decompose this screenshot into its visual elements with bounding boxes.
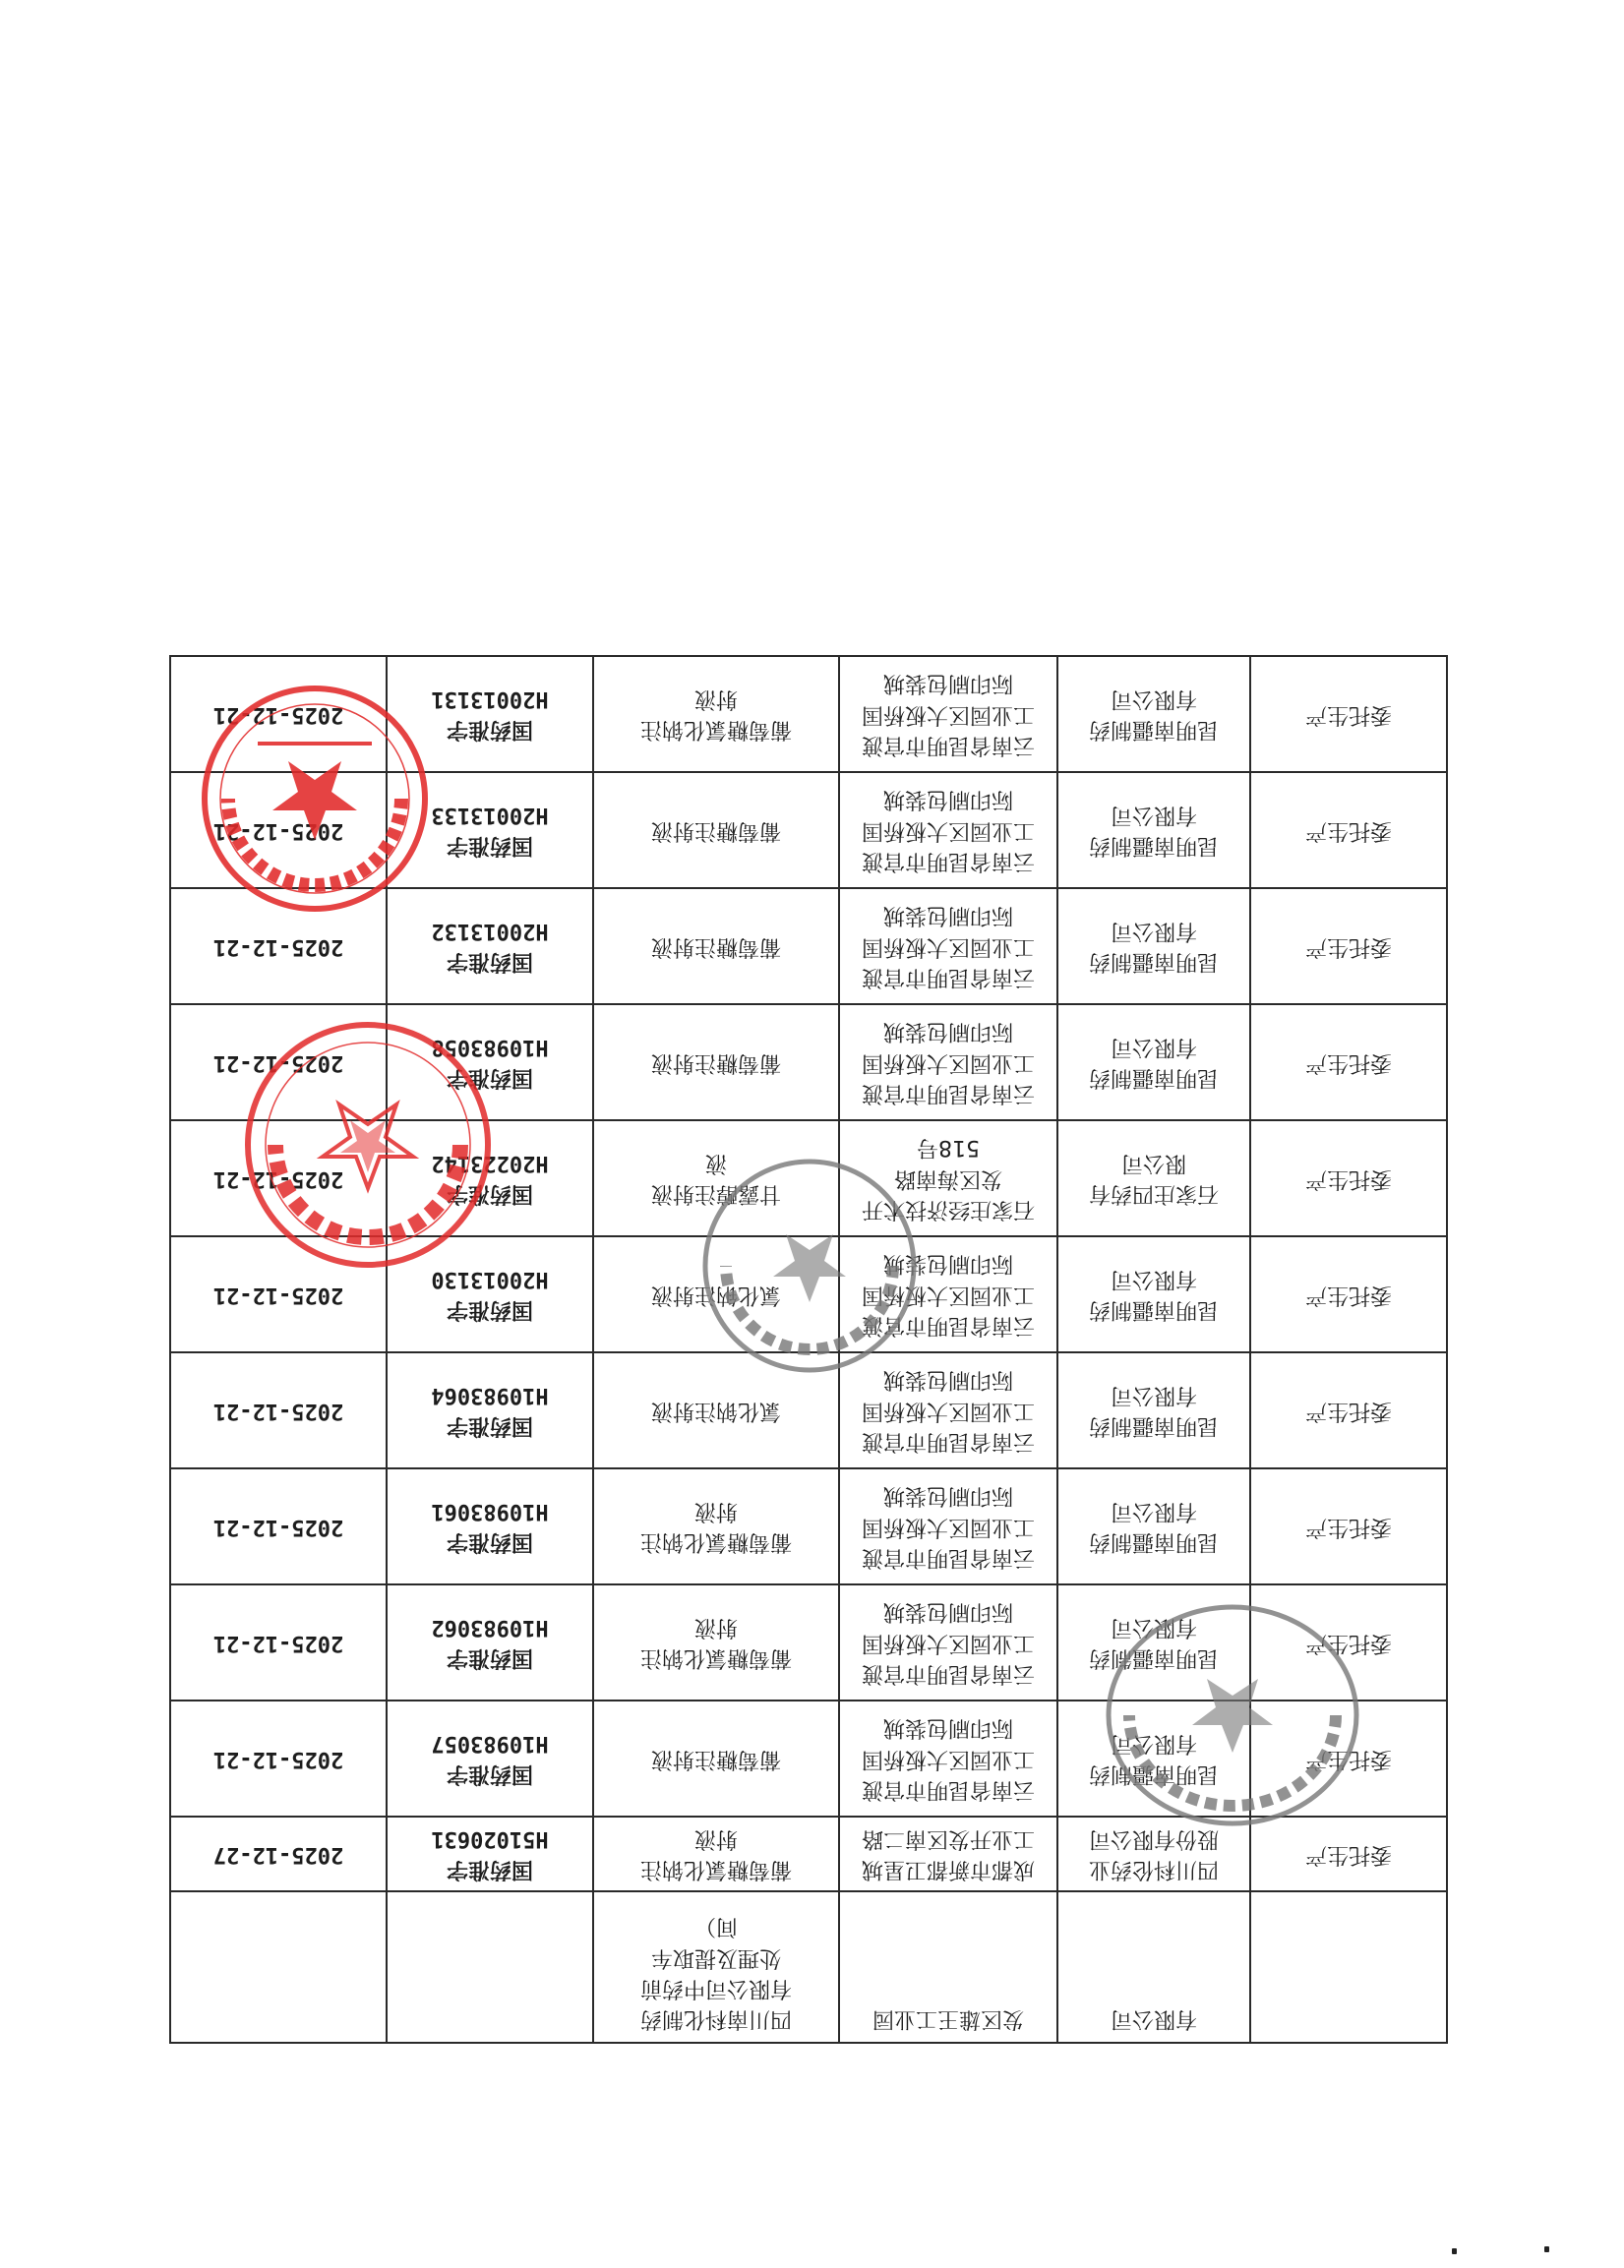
entrusting-cell: 委托生产	[1250, 1004, 1447, 1120]
entrusting-cell: 委托生产	[1250, 1584, 1447, 1701]
expiry-date-cell: 2025-12-27	[170, 1817, 387, 1891]
drug-name-cell: 氯化钠注射液	[593, 1236, 839, 1352]
drug-name-cell: 葡萄糖氯化钠注 射液	[593, 656, 839, 772]
company-seal-gray-2	[1100, 1597, 1365, 1833]
entrusting-cell: 委托生产	[1250, 1120, 1447, 1236]
expiry-date-cell: 2025-12-21	[170, 656, 387, 772]
drug-name-cell: 葡萄糖注射液	[593, 1701, 839, 1817]
expiry-date-cell: 2025-12-21	[170, 1004, 387, 1120]
table-row	[170, 1891, 1447, 2043]
entrusting-cell: 委托生产	[1250, 1701, 1447, 1817]
approval-number-cell: 国药准字 H20013131	[387, 656, 593, 772]
approval-number-cell: 国药准字 H20013133	[387, 772, 593, 888]
address-cell: 发区雄王工业园	[839, 1891, 1057, 2043]
address-cell: 云南省昆明市官渡 工业园区大板桥国 际印刷包装城	[839, 1236, 1057, 1352]
expiry-date-cell: 2025-12-21	[170, 888, 387, 1004]
entrusting-cell: 委托生产	[1250, 1352, 1447, 1468]
drug-name-cell: 葡萄糖氯化钠注 射液	[593, 1584, 839, 1701]
drug-name-cell: 葡萄糖注射液	[593, 772, 839, 888]
drug-name-cell: 葡萄糖注射液	[593, 1004, 839, 1120]
manufacturer-cell: 昆明南疆制药 有限公司	[1057, 1468, 1250, 1584]
company-seal-gray-1	[696, 1153, 923, 1379]
expiry-date-cell: 2025-12-21	[170, 1701, 387, 1817]
drug-name-cell: 葡萄糖氯化钠注 射液	[593, 1468, 839, 1584]
address-cell: 云南省昆明市官渡 工业园区大板桥国 际印刷包装城	[839, 1352, 1057, 1468]
approval-number-cell	[387, 1891, 593, 2043]
expiry-date-cell: 2025-12-21	[170, 1584, 387, 1701]
expiry-date-cell: 2025-12-21	[170, 772, 387, 888]
approval-number-cell: 国药准字 H20013132	[387, 888, 593, 1004]
manufacturer-cell: 昆明南疆制药 有限公司	[1057, 1236, 1250, 1352]
manufacturer-cell: 昆明南疆制药 有限公司	[1057, 1004, 1250, 1120]
table-row	[170, 1468, 1447, 1584]
address-cell: 成都市新都卫星城 工业开发区南二路	[839, 1817, 1057, 1891]
expiry-date-cell: 2025-12-21	[170, 1236, 387, 1352]
approval-number-cell: 国药准字 H20013130	[387, 1236, 593, 1352]
address-cell: 云南省昆明市官渡 工业园区大板桥国 际印刷包装城	[839, 888, 1057, 1004]
address-cell: 石家庄经济技术开 发区海南路 518号	[839, 1120, 1057, 1236]
approval-number-cell: 国药准字 H10983064	[387, 1352, 593, 1468]
approval-number-cell: 国药准字 H10983058	[387, 1004, 593, 1120]
manufacturer-cell: 昆明南疆制药 有限公司	[1057, 888, 1250, 1004]
drug-name-cell: 葡萄糖氯化钠注 射液	[593, 1817, 839, 1891]
entrusting-cell: 委托生产	[1250, 888, 1447, 1004]
approval-number-cell: 国药准字 H10983057	[387, 1701, 593, 1817]
drug-name-cell: 氯化钠注射液	[593, 1352, 839, 1468]
approval-number-cell: 国药准字 H10983062	[387, 1584, 593, 1701]
manufacturer-cell: 有限公司	[1057, 1891, 1250, 2043]
manufacturer-cell: 石家庄四药有 限公司	[1057, 1120, 1250, 1236]
manufacturer-cell: 昆明南疆制药 有限公司	[1057, 1584, 1250, 1701]
scan-speck	[1544, 2246, 1549, 2252]
expiry-date-cell: 2025-12-21	[170, 1120, 387, 1236]
entrusting-cell: 委托生产	[1250, 772, 1447, 888]
manufacturer-cell: 昆明南疆制药 有限公司	[1057, 1701, 1250, 1817]
entrusting-cell: 委托生产	[1250, 1817, 1447, 1891]
manufacturer-cell: 昆明南疆制药 有限公司	[1057, 772, 1250, 888]
address-cell: 云南省昆明市官渡 工业园区大板桥国 际印刷包装城	[839, 772, 1057, 888]
drug-name-cell: 甘露醇注射液 液	[593, 1120, 839, 1236]
scan-speck	[1452, 2248, 1457, 2254]
manufacturer-cell: 昆明南疆制药 有限公司	[1057, 1352, 1250, 1468]
address-cell: 云南省昆明市官渡 工业园区大板桥国 际印刷包装城	[839, 1584, 1057, 1701]
company-seal-red-2	[240, 1017, 496, 1273]
address-cell: 云南省昆明市官渡 工业园区大板桥国 际印刷包装城	[839, 656, 1057, 772]
entrusting-cell: 委托生产	[1250, 1468, 1447, 1584]
entrusting-cell: 委托生产	[1250, 656, 1447, 772]
approval-number-cell: 国药准字 H51020631	[387, 1817, 593, 1891]
address-cell: 云南省昆明市官渡 工业园区大板桥国 际印刷包装城	[839, 1701, 1057, 1817]
approval-number-cell: 国药准字 H10983061	[387, 1468, 593, 1584]
expiry-date-cell: 2025-12-21	[170, 1352, 387, 1468]
company-seal-red-1	[197, 681, 433, 917]
manufacturer-cell: 四川科伦药业 股份有限公司	[1057, 1817, 1250, 1891]
address-cell: 云南省昆明市官渡 工业园区大板桥国 际印刷包装城	[839, 1004, 1057, 1120]
approval-number-cell: 国药准字 H20223142	[387, 1120, 593, 1236]
manufacturer-cell: 昆明南疆制药 有限公司	[1057, 656, 1250, 772]
expiry-date-cell	[170, 1891, 387, 2043]
entrusting-cell: 委托生产	[1250, 1236, 1447, 1352]
address-cell: 云南省昆明市官渡 工业园区大板桥国 际印刷包装城	[839, 1468, 1057, 1584]
expiry-date-cell: 2025-12-21	[170, 1468, 387, 1584]
drug-name-cell: 葡萄糖注射液	[593, 888, 839, 1004]
drug-name-cell: 四川南科化制药 有限公司中药前 处理及提取车 间）	[593, 1891, 839, 2043]
entrusting-cell	[1250, 1891, 1447, 2043]
